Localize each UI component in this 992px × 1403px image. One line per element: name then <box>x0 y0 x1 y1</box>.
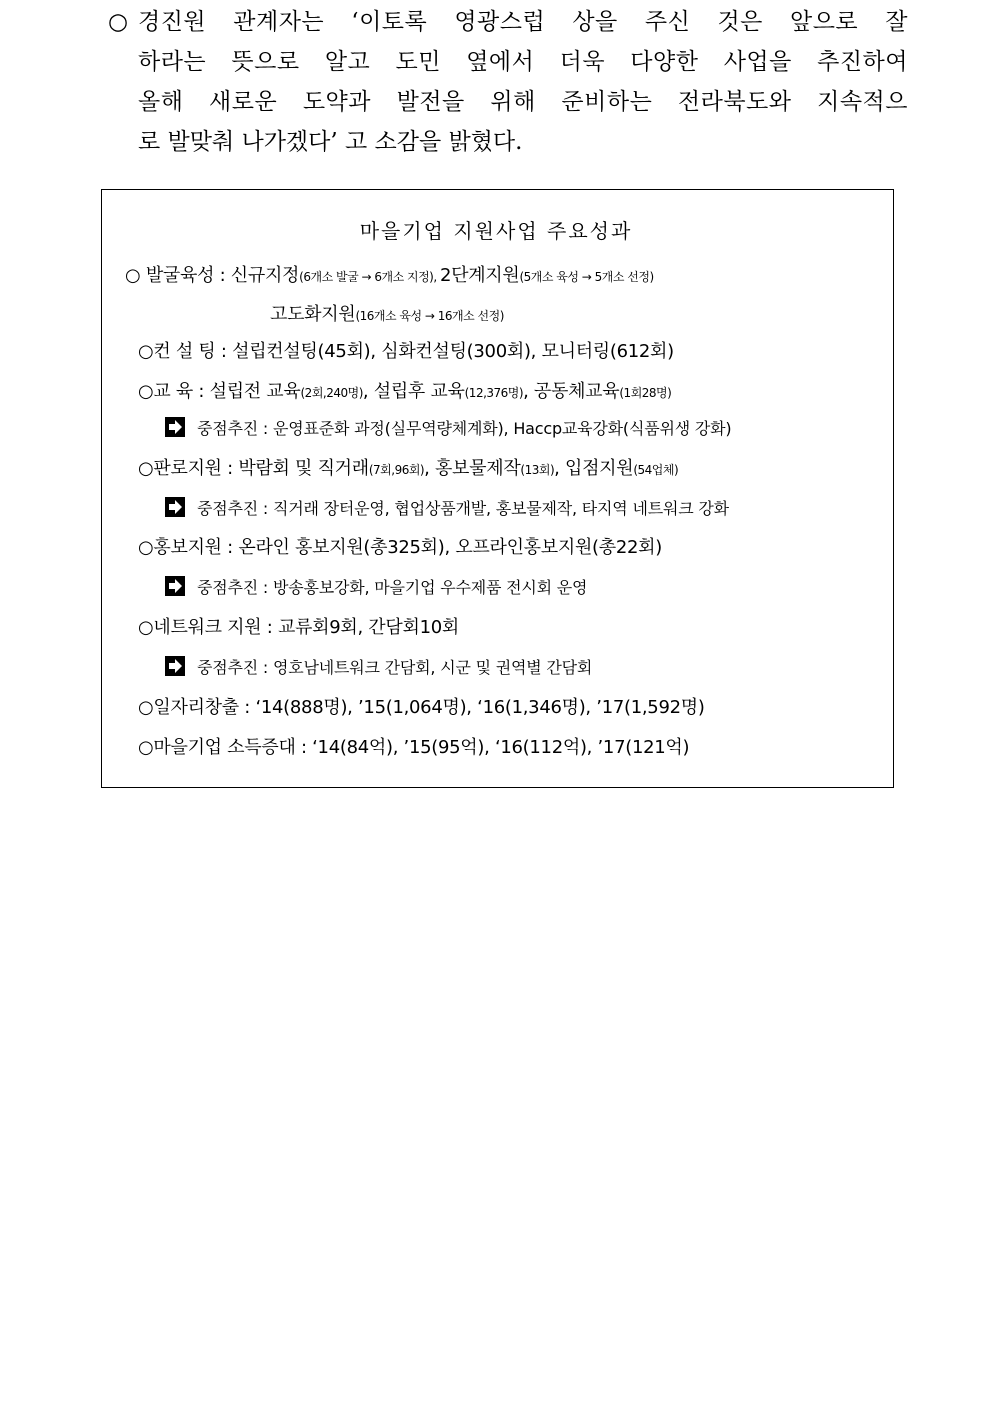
education-item-3-detail: (1회28명) <box>619 386 672 400</box>
sales-label: ○판로지원 : <box>138 458 239 479</box>
discovery-item-1: 신규지정 <box>230 265 300 286</box>
education-item-3: , 공동체교육 <box>523 381 620 402</box>
education-item-1-detail: (2회,240명) <box>300 386 363 400</box>
intro-line-1 <box>108 2 908 42</box>
promotion-row: ○홍보지원 : 온라인 홍보지원(총325회), 오프라인홍보지원(총22회) <box>138 537 662 558</box>
discovery-row <box>125 264 654 289</box>
intro-line-2 <box>108 42 908 82</box>
sales-item-2-detail: (13회) <box>520 463 555 477</box>
arrow-right-icon <box>165 417 185 437</box>
intro-line-3-text: 올해 새로운 도약과 발전을 위해 준비하는 전라북도와 지속적으 <box>138 89 908 115</box>
education-item-2: , 설립후 교육 <box>362 381 465 402</box>
discovery-row-2 <box>270 303 504 328</box>
sales-row <box>138 457 678 482</box>
education-row <box>138 380 671 405</box>
intro-line-4-text: 로 발맞춰 나가겠다’ 고 소감을 밝혔다. <box>138 129 523 155</box>
education-item-2-detail: (12,376명) <box>464 386 524 400</box>
education-label: ○교 육 : <box>138 381 210 402</box>
intro-line-3 <box>108 82 908 122</box>
summary-box-title: 마을기업 지원사업 주요성과 <box>359 219 633 243</box>
education-item-1: 설립전 교육 <box>209 381 301 402</box>
sales-item-1-detail: (7회,96회) <box>368 463 425 477</box>
network-focus-text: 중점추진 : 영호남네트워크 간담회, 시군 및 권역별 간담회 <box>197 658 593 677</box>
jobs-row: ○일자리창출 : ‘14(888명), ’15(1,064명), ‘16(1,346명), ’17(1,592명) <box>138 697 705 718</box>
network-focus-row <box>165 656 592 680</box>
promotion-focus-text: 중점추진 : 방송홍보강화, 마을기업 우수제품 전시회 운영 <box>197 578 588 597</box>
intro-paragraph <box>108 2 908 162</box>
sales-focus-text: 중점추진 : 직거래 장터운영, 협업상품개발, 홍보물제작, 타지역 네트워크 강화 <box>197 499 729 518</box>
intro-line-2-text: 하라는 뜻으로 알고 도민 옆에서 더욱 다양한 사업을 추진하여 <box>138 49 908 75</box>
sales-item-1: 박람회 및 직거래 <box>238 458 369 479</box>
network-row: ○네트워크 지원 : 교류회9회, 간담회10회 <box>138 617 459 638</box>
discovery-item-2-detail: (5개소 육성 → 5개소 선정) <box>519 270 654 284</box>
sales-focus-row <box>165 497 729 521</box>
sales-item-3: , 입점지원 <box>554 458 634 479</box>
intro-line-4 <box>108 122 908 162</box>
intro-bullet: ○ <box>108 9 129 35</box>
discovery-item-1-detail: (6개소 발굴 → 6개소 지정), <box>299 270 440 284</box>
education-focus-text: 중점추진 : 운영표준화 과정(실무역량체계화), Haccp교육강화(식품위생 강화) <box>197 419 732 438</box>
sales-item-3-detail: (54업체) <box>633 463 679 477</box>
arrow-right-icon <box>165 656 185 676</box>
consulting-row: ○컨 설 팅 : 설립컨설팅(45회), 심화컨설팅(300회), 모니터링(612회) <box>138 341 674 362</box>
discovery-item-3: 고도화지원 <box>270 304 356 325</box>
discovery-item-2: 2단계지원 <box>439 265 520 286</box>
education-focus-row <box>165 417 731 441</box>
promotion-focus-row <box>165 576 587 600</box>
arrow-right-icon <box>165 576 185 596</box>
arrow-right-icon <box>165 497 185 517</box>
income-row: ○마을기업 소득증대 : ‘14(84억), ’15(95억), ‘16(112억), ’17(121억) <box>138 737 690 758</box>
sales-item-2: , 홍보물제작 <box>424 458 521 479</box>
discovery-item-3-detail: (16개소 육성 → 16개소 선정) <box>355 309 504 323</box>
discovery-label: ○ 발굴육성 : <box>125 265 231 286</box>
intro-line-1-text: 경진원 관계자는 ‘이토록 영광스럽 상을 주신 것은 앞으로 잘 <box>138 9 908 35</box>
